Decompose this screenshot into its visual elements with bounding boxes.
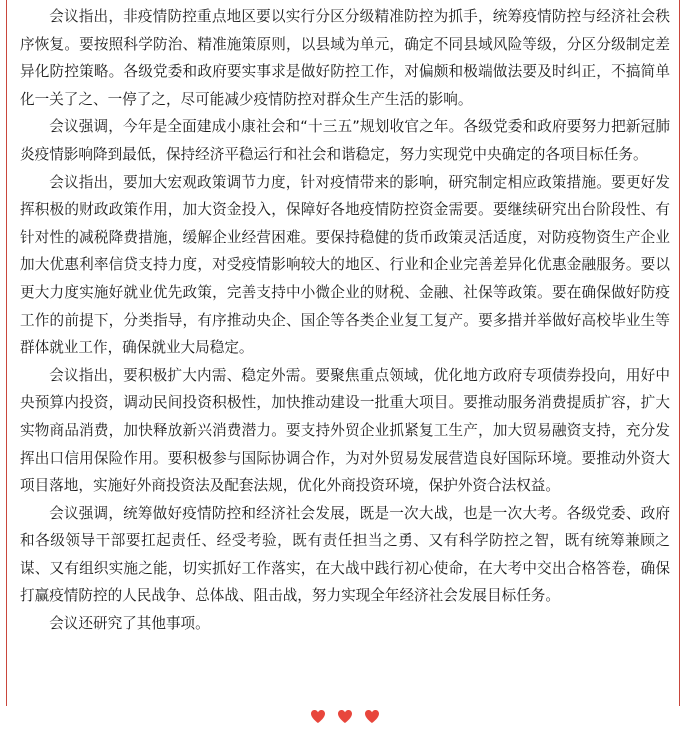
heart-icon <box>337 709 353 724</box>
paragraph: 会议指出，要加大宏观政策调节力度，针对疫情带来的影响，研究制定相应政策措施。要更好发挥积极的财政政策作用，加大资金投入，保障好各地疫情防控资金需要。要继续研究出台阶段性、有针对性的减税降费措施，缓解企业经营困难。要保持稳健的货币政策灵活适度，对防疫物资生产企业加大优惠利率信贷支持力度，对受疫情影响较大的地区、行业和企业完善差异化优惠金融服务。要以更大力度实施好就业优先政策，完善支持中小微企业的财税、金融、社保等政策。要在确保做好防疫工作的前提下，分类指导，有序推动央企、国企等各类企业复工复产。要多措并举做好高校毕业生等群体就业工作，确保就业大局稳定。 <box>20 173 670 357</box>
paragraph: 会议强调，统筹做好疫情防控和经济社会发展，既是一次大战，也是一次大考。各级党委、政府和各级领导干部要扛起责任、经受考验，既有责任担当之勇、又有科学防控之智，既有统筹兼顾之谋、又有组织实施之能，切实抓好工作落实，在大战中践行初心使命，在大考中交出合格答卷，确保打赢疫情防控的人民战争、总体战、阻击战，努力实现全年经济社会发展目标任务。 <box>20 504 670 605</box>
paragraph: 会议还研究了其他事项。 <box>49 615 210 633</box>
heart-icon <box>310 709 326 724</box>
hearts-divider <box>0 706 690 730</box>
paragraph: 会议强调，今年是全面建成小康社会和“十三五”规划收官之年。各级党委和政府要努力把新冠肺炎疫情影响降到最低，保持经济平稳运行和社会和谐稳定，努力实现党中央确定的各项目标任务。 <box>20 118 670 163</box>
paragraph: 会议指出，要积极扩大内需、稳定外需。要聚焦重点领域，优化地方政府专项债券投向，用好中央预算内投资，调动民间投资积极性，加快推动建设一批重大项目。要推动服务消费提质扩容，扩大实物商品消费，加快释放新兴消费潜力。要支持外贸企业抓紧复工生产，加大贸易融资支持，充分发挥出口信用保险作用。要积极参与国际协调合作，为对外贸易发展营造良好国际环境。要推动外资大项目落地，实施好外商投资法及配套法规，优化外商投资环境，保护外资合法权益。 <box>20 366 670 495</box>
paragraph: 会议指出，非疫情防控重点地区要以实行分区分级精准防控为抓手，统筹疫情防控与经济社会秩序恢复。要按照科学防治、精准施策原则，以县域为单元，确定不同县域风险等级，分区分级制定差异化防控策略。各级党委和政府要实事求是做好防控工作，对偏颇和极端做法要及时纠正，不搞简单化一关了之、一停了之，尽可能减少疫情防控对群众生产生活的影响。 <box>20 8 670 108</box>
heart-icon <box>364 709 380 724</box>
article-body <box>20 3 670 638</box>
